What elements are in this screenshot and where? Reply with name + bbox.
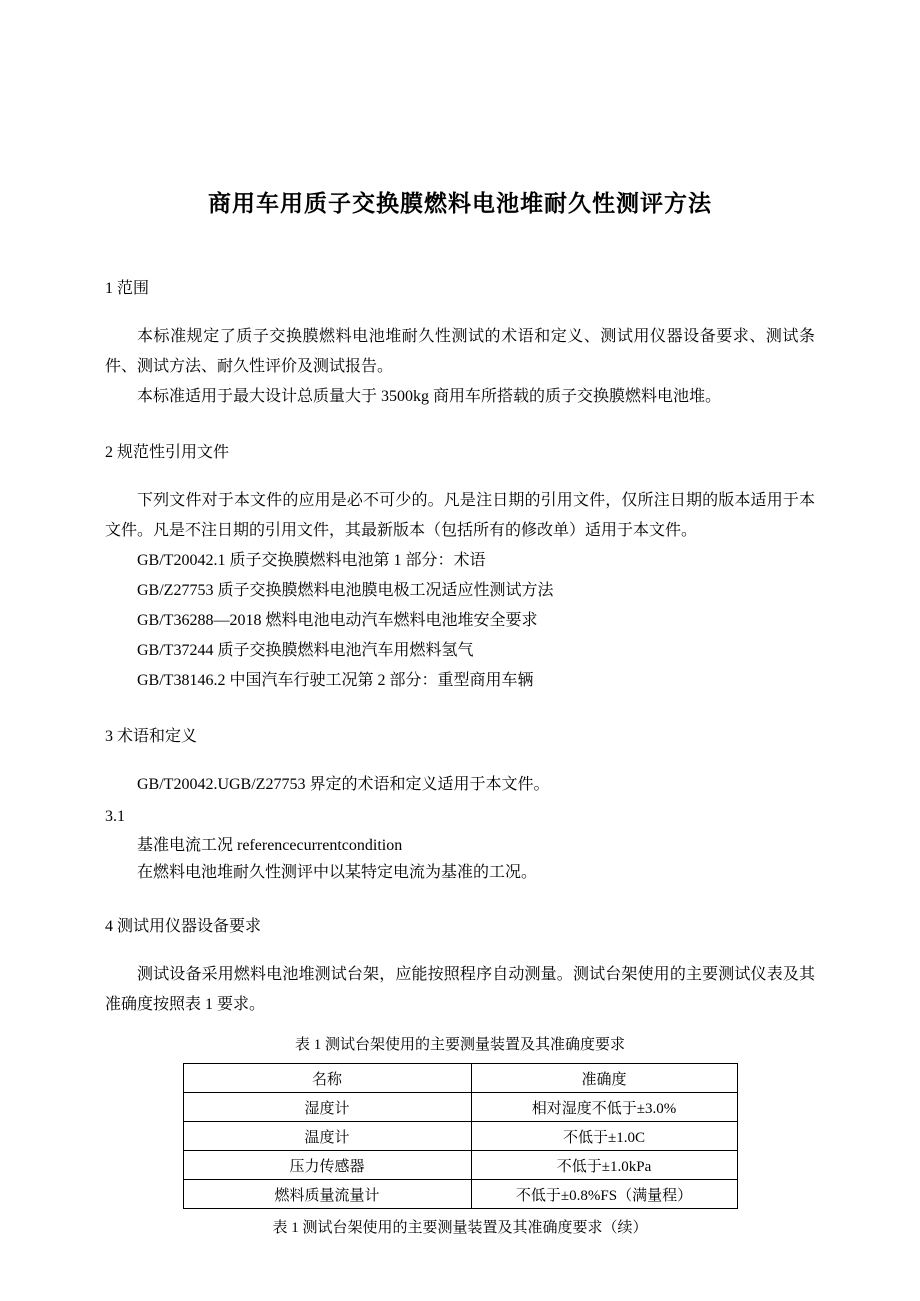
table-header-cell-accuracy: 准确度 [471,1064,737,1093]
references-list [105,546,815,696]
section-equipment-heading: 4 测试用仪器设备要求 [105,918,262,935]
table-cell-name: 燃料质量流量计 [183,1180,471,1209]
table-cell-name: 湿度计 [183,1093,471,1122]
table-caption-continued: 表 1 测试台架使用的主要测量装置及其准确度要求（续） [272,1220,648,1236]
table-cell-name: 压力传感器 [183,1151,471,1180]
table-cell-accuracy: 不低于±0.8%FS（满量程） [471,1180,737,1209]
section-references-heading: 2 规范性引用文件 [105,444,230,461]
section-scope [105,274,815,412]
document-title: 商用车用质子交换膜燃料电池堆耐久性测评方法 [208,191,712,216]
term-name: 基准电流工况 referencecurrentcondition [137,837,403,854]
table-row [183,1151,737,1180]
section-references [105,438,815,696]
reference-item: GB/T37244 质子交换膜燃料电池汽车用燃料氢气 [137,642,474,659]
table-cell-accuracy: 不低于±1.0kPa [471,1151,737,1180]
table-header-cell-name: 名称 [183,1064,471,1093]
table-row [183,1093,737,1122]
reference-item: GB/Z27753 质子交换膜燃料电池膜电极工况适应性测试方法 [137,582,554,599]
reference-item: GB/T38146.2 中国汽车行驶工况第 2 部分：重型商用车辆 [137,672,534,689]
section-scope-heading: 1 范围 [105,280,150,297]
section-terms-heading: 3 术语和定义 [105,728,198,745]
scope-paragraph-2: 本标准适用于最大设计总质量大于 3500kg 商用车所搭载的质子交换膜燃料电池堆。 [137,388,722,405]
measurement-accuracy-table [183,1063,738,1209]
scope-paragraph-1: 本标准规定了质子交换膜燃料电池堆耐久性测试的术语和定义、测试用仪器设备要求、测试条件、测试方法、耐久性评价及测试报告。 [105,328,815,375]
reference-item: GB/T36288—2018 燃料电池电动汽车燃料电池堆安全要求 [137,612,538,629]
section-equipment [105,912,815,1020]
references-intro-paragraph: 下列文件对于本文件的应用是必不可少的。凡是注日期的引用文件，仅所注日期的版本适用于本文件。凡是不注日期的引用文件，其最新版本（包括所有的修改单）适用于本文件。 [105,492,815,539]
term-definition: 在燃料电池堆耐久性测评中以某特定电流为基准的工况。 [137,864,538,881]
equipment-paragraph: 测试设备采用燃料电池堆测试台架，应能按照程序自动测量。测试台架使用的主要测试仪表及其准确度按照表 1 要求。 [105,966,815,1013]
terms-intro-paragraph: GB/T20042.UGB/Z27753 界定的术语和定义适用于本文件。 [137,776,550,793]
table-row [183,1122,737,1151]
table-cell-accuracy: 相对湿度不低于±3.0% [471,1093,737,1122]
table-row [183,1180,737,1209]
reference-item: GB/T20042.1 质子交换膜燃料电池第 1 部分：术语 [137,552,486,569]
table-header-row [183,1064,737,1093]
term-number: 3.1 [105,808,125,825]
table-cell-name: 温度计 [183,1122,471,1151]
table-cell-accuracy: 不低于±1.0C [471,1122,737,1151]
section-terms [105,722,815,886]
table-caption: 表 1 测试台架使用的主要测量装置及其准确度要求 [294,1037,625,1053]
